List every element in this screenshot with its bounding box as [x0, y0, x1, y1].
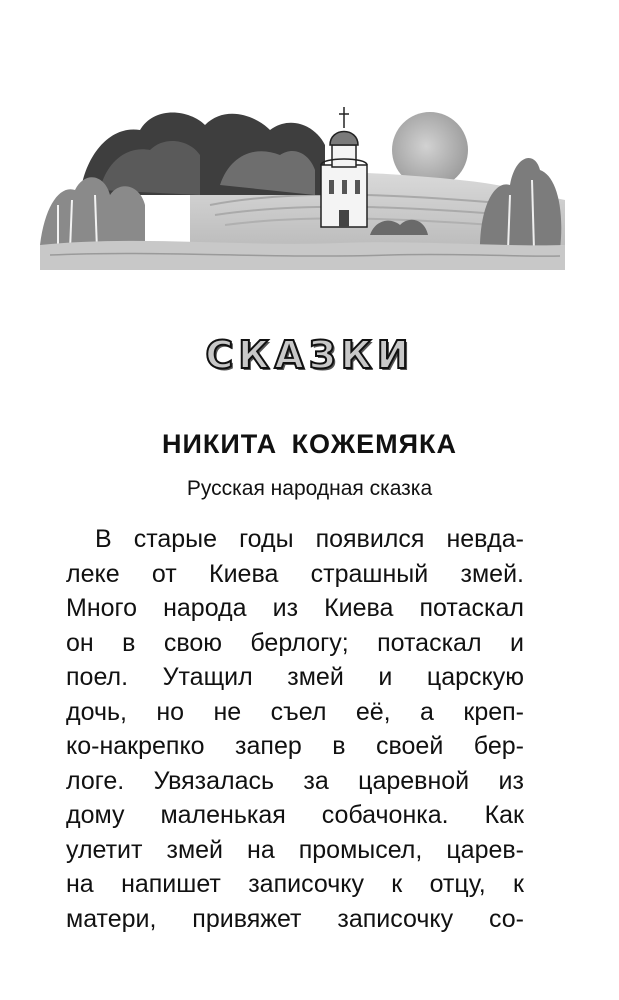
word: старые: [133, 525, 218, 553]
word: потаскал: [419, 594, 524, 622]
word: запер: [235, 732, 302, 760]
story-body: [66, 522, 524, 936]
word: ко-накрепко: [66, 732, 205, 760]
word: записочку: [337, 904, 454, 933]
word: дому: [66, 801, 125, 829]
word: и: [509, 628, 524, 657]
word: не: [213, 697, 242, 726]
word: из: [272, 594, 299, 622]
word: свою: [163, 628, 222, 657]
word: Много: [66, 594, 138, 622]
text-line: [66, 729, 524, 764]
landscape-with-church-illustration: [40, 85, 565, 270]
church: [321, 107, 367, 227]
word: её,: [355, 697, 391, 726]
word: маленькая: [160, 801, 286, 829]
word: потаскал: [377, 628, 482, 657]
word: но: [156, 697, 185, 726]
word: на: [66, 870, 94, 898]
story-title: НИКИТА КОЖЕМЯКА: [162, 429, 457, 459]
word: за: [303, 766, 329, 795]
word: логе.: [66, 766, 125, 795]
word: змей: [287, 663, 344, 691]
word: матери,: [66, 904, 157, 933]
left-trees: [40, 177, 145, 250]
word: к: [391, 870, 403, 898]
text-line: [66, 522, 524, 557]
right-trees: [480, 158, 561, 250]
text-line: [66, 902, 524, 937]
word: Утащил: [162, 663, 253, 691]
text-line: [66, 833, 524, 868]
word: собачонка.: [321, 801, 449, 829]
word: промысел,: [298, 835, 423, 864]
word: отцу,: [429, 870, 486, 898]
word: а: [420, 697, 434, 726]
text-line: [66, 867, 524, 902]
word: улетит: [66, 835, 143, 864]
word: змей: [166, 835, 224, 864]
word: Киева: [324, 594, 394, 622]
word: народа: [163, 594, 247, 622]
word: привяжет: [192, 904, 302, 933]
word: к: [513, 870, 524, 898]
word: страшный: [310, 559, 429, 588]
word: из: [498, 766, 524, 795]
word: царев-: [446, 835, 524, 864]
word: со-: [488, 904, 524, 933]
word: на: [247, 835, 275, 864]
word: невда-: [446, 525, 524, 553]
word: появился: [315, 525, 425, 553]
text-line: [66, 798, 524, 833]
word: в: [122, 628, 136, 657]
story-subtitle: Русская народная сказка: [186, 477, 433, 500]
word: леке: [66, 559, 120, 588]
word: Увязалась: [153, 766, 274, 795]
word: бер-: [473, 732, 524, 760]
text-line: [66, 764, 524, 799]
word: годы: [239, 525, 294, 553]
word: берлогу;: [250, 628, 349, 657]
word: в: [332, 732, 346, 760]
word: Как: [484, 801, 524, 829]
text-line: [66, 591, 524, 626]
text-line: [66, 695, 524, 730]
word: он: [66, 628, 94, 657]
word: и: [378, 663, 393, 691]
word: поел.: [66, 663, 129, 691]
word: дочь,: [66, 697, 127, 726]
section-heading: СКАЗКИ: [205, 333, 414, 377]
word: В: [95, 525, 112, 553]
word: записочку: [248, 870, 364, 898]
text-line: [66, 660, 524, 695]
word: от: [151, 559, 177, 588]
word: Киева: [209, 559, 279, 588]
text-line: [66, 557, 524, 592]
text-line: [66, 626, 524, 661]
word: царскую: [426, 663, 524, 691]
word: креп-: [463, 697, 524, 726]
word: царевной: [358, 766, 470, 795]
word: своей: [376, 732, 444, 760]
word: напишет: [121, 870, 221, 898]
word: съел: [270, 697, 327, 726]
word: змей.: [460, 559, 524, 588]
